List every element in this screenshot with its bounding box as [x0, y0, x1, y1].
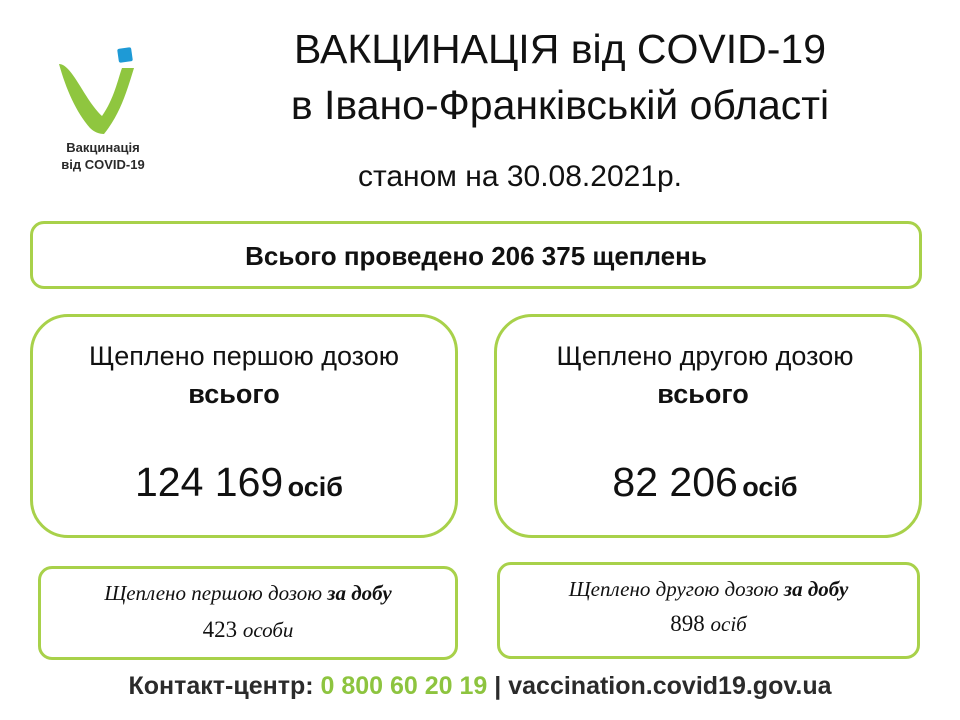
first-dose-label: Щеплено першою дозою: [88, 341, 400, 371]
first-dose-daily-text: Щеплено першою дозою: [104, 581, 323, 605]
report-date: станом на 30.08.2021р.: [357, 160, 683, 193]
first-dose-daily-unit: особи: [242, 618, 294, 642]
first-dose-number: 124 169: [134, 459, 284, 505]
contact-phone[interactable]: 0 800 60 20 19: [320, 672, 488, 700]
first-dose-daily-box: [38, 566, 458, 660]
logo-text-line1: Вакцинація: [66, 140, 140, 155]
v-check-icon: [54, 44, 154, 139]
second-dose-total-box: [494, 314, 922, 538]
total-vaccinations-box: [30, 221, 922, 289]
first-dose-unit: осіб: [287, 472, 343, 502]
second-dose-daily-number: 898: [670, 611, 705, 636]
vaccination-site-link[interactable]: vaccination.covid19.gov.ua: [508, 672, 832, 700]
total-vaccinations-text: Всього проведено 206 375 щеплень: [245, 241, 707, 271]
first-dose-daily-count: [41, 617, 455, 643]
second-dose-daily-bold: за добу: [783, 577, 849, 601]
second-dose-daily-label: [500, 577, 917, 602]
second-dose-label: Щеплено другою дозою: [556, 341, 854, 371]
contact-center-label: Контакт-центр:: [128, 672, 314, 700]
second-dose-daily-unit: осіб: [710, 612, 747, 636]
first-dose-count: [23, 459, 455, 506]
first-dose-daily-label: [41, 581, 455, 606]
second-dose-unit: осіб: [742, 472, 798, 502]
second-dose-count: [491, 459, 919, 506]
first-dose-daily-bold: за добу: [327, 581, 392, 605]
second-dose-daily-count: [500, 611, 917, 637]
page-title-line2: в Івано-Франківській області: [290, 82, 830, 128]
page-title-line1: ВАКЦИНАЦІЯ від COVID-19: [294, 26, 826, 72]
vaccination-logo: [38, 44, 168, 179]
logo-text-line2: від COVID-19: [61, 157, 145, 172]
second-dose-daily-box: [497, 562, 920, 659]
second-dose-daily-text: Щеплено другою дозою: [568, 577, 779, 601]
first-dose-bold-label: всього: [188, 379, 280, 409]
first-dose-total-box: [30, 314, 458, 538]
second-dose-bold-label: всього: [657, 379, 749, 409]
contact-footer: [40, 672, 920, 701]
footer-separator: |: [494, 672, 502, 700]
second-dose-number: 82 206: [612, 459, 738, 505]
first-dose-daily-number: 423: [202, 617, 238, 642]
